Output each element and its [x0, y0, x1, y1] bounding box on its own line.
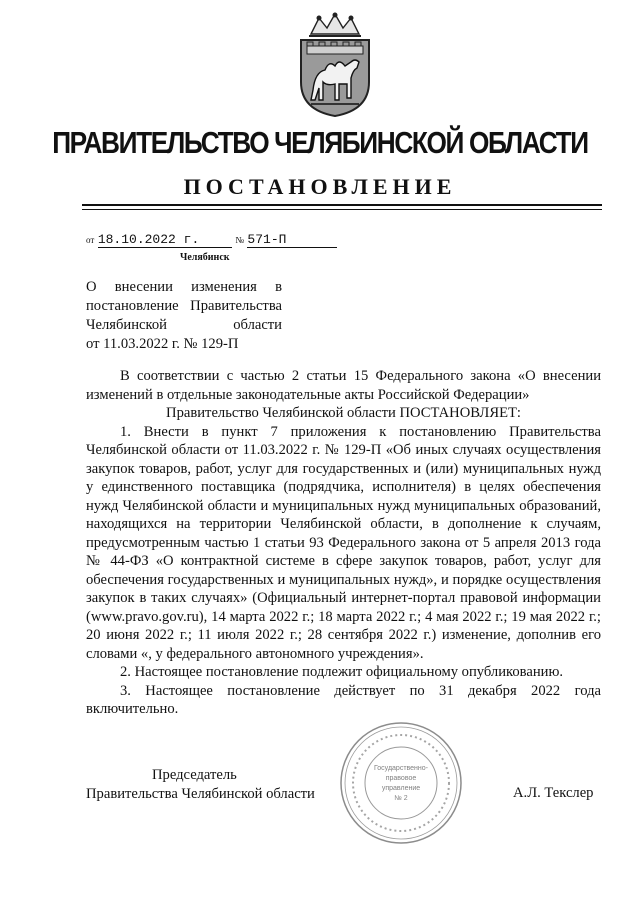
document-number: 571-П: [247, 232, 337, 248]
official-seal: [338, 720, 464, 846]
organization-title: ПРАВИТЕЛЬСТВО ЧЕЛЯБИНСКОЙ ОБЛАСТИ: [52, 126, 588, 160]
signer-title-line: Председатель: [152, 767, 237, 783]
subject-line: постановление Правительства: [86, 298, 282, 314]
signer-title-line: Правительства Челябинской области: [86, 786, 315, 802]
preamble-paragraph: В соответствии с частью 2 статьи 15 Федерального закона «О внесении изменений в отдельные законодательные акты Российской Федерации»: [86, 368, 601, 403]
subject-line: О внесении изменения в: [86, 279, 282, 295]
seal-text: № 2: [394, 795, 408, 802]
city-name: Челябинск: [180, 252, 230, 263]
header-divider-thin: [82, 209, 602, 210]
clause-3: 3. Настоящее постановление действует по 31 декабря 2022 года включительно.: [86, 682, 601, 717]
clause-2: 2. Настоящее постановление подлежит официальному опубликованию.: [120, 664, 564, 680]
clause-1: 1. Внести в пункт 7 приложения к постановлению Правительства Челябинской области от 11.03.2022 г. № 129-П «Об иных случаях осуществления закупок товаров, работ, услуг для государственных и (или) муниципальных нужд у единственного поставщика (подрядчика, исполнителя) в целях обеспечения нужд Челябинской области и муниципальных нужд муниципальных образований, находящихся на территории Челябинской области, в дополнение к случаям, предусмотренным частью 1 статьи 93 Федерального закона от 5 апреля 2013 года № 44-ФЗ «О контрактной системе в сфере закупок товаров, работ, услуг для обеспечения государственных и муниципальных нужд», и порядке осуществления закупок в таких случаях» (Официальный интернет-портал правовой информации (www.pravo.gov.ru), 14 марта 2022 г.; 18 марта 2022 г.; 4 мая 2022 г.; 19 мая 2022 г.; 20 июня 2022 г.; 11 июля 2022 г.; 28 сентября 2022 г.) изменение, дополнив его словами «, у федерального автономного учреждения».: [86, 423, 601, 662]
document-body: [86, 367, 601, 719]
seal-text: правовое: [385, 775, 417, 782]
number-prefix: №: [235, 235, 244, 245]
signer-title: [86, 766, 326, 804]
signer-name: А.Л. Текслер: [513, 785, 594, 801]
seal-text: Государственно-: [373, 765, 429, 772]
document-subject: [86, 278, 282, 354]
header-divider: [82, 204, 602, 206]
document-type: ПОСТАНОВЛЕНИЕ: [183, 174, 457, 199]
coat-of-arms-emblem: [289, 12, 381, 118]
date-prefix: от: [86, 235, 95, 245]
document-date: 18.10.2022 г.: [98, 232, 232, 248]
seal-text: управление: [381, 785, 421, 792]
subject-line: от 11.03.2022 г. № 129-П: [86, 336, 239, 352]
resolution-heading: Правительство Челябинской области ПОСТАНОВЛЯЕТ:: [166, 405, 521, 421]
registration-line: [86, 232, 337, 248]
subject-line: Челябинской области: [86, 317, 282, 333]
